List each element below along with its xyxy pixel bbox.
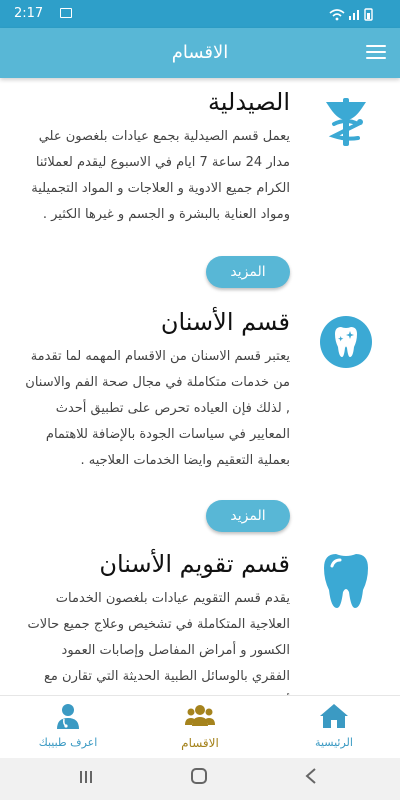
status-indicators-icon (328, 7, 374, 24)
bottom-navigation (0, 695, 400, 758)
home-icon (319, 702, 349, 730)
page-title: الاقسام (171, 42, 229, 63)
status-bar (0, 0, 400, 28)
nav-label: اعرف طبيبك (38, 736, 98, 749)
section-description: يعمل قسم الصيدلية بجمع عيادات بلغصون علي مدار 24 ساعة 7 ايام في الاسبوع ليقدم لعملائنا الكرام جميع الادوية و العلاجات و المواد التجميلية ومواد العناية بالبشرة و الجسم و غيرها الكثير . (31, 129, 290, 222)
pharmacy-icon (318, 94, 374, 154)
hamburger-menu-icon[interactable] (366, 45, 386, 61)
section-title: قسم تقويم الأسنان (99, 550, 290, 578)
group-icon (184, 702, 216, 730)
system-navigation-bar (0, 758, 400, 800)
nav-item-know-your-doctor[interactable] (18, 702, 118, 749)
doctor-icon (54, 702, 82, 730)
status-time: 2:17 (14, 6, 44, 21)
sections-list[interactable] (0, 78, 400, 695)
more-button[interactable]: المزيد (206, 256, 290, 288)
section-description: يعتبر قسم الاسنان من الاقسام المهمه لما تقدمة من خدمات متكاملة في مجال صحة الفم والاسنان , لذلك فإن العياده تحرص على تطبيق أحدث المعايير في سياسات الجودة بالإضافة للاهتمام بعملية التعقيم وايضا الخدمات العلاجيه . (25, 349, 290, 468)
home-button-icon[interactable] (190, 766, 208, 790)
image-notification-icon (60, 8, 72, 18)
more-button[interactable]: المزيد (206, 500, 290, 532)
app-bar (0, 28, 400, 78)
tooth-icon (318, 550, 374, 614)
section-title: الصيدلية (207, 88, 290, 116)
nav-label: الرئيسية (315, 736, 353, 749)
section-title: قسم الأسنان (160, 308, 290, 336)
nav-item-home[interactable] (284, 702, 384, 749)
tooth-sparkle-icon (318, 314, 374, 374)
section-description: يقدم قسم التقويم عيادات بلغصون الخدمات العلاجية المتكاملة في تشخيص وعلاج جميع حالات الكسور و أمراض المفاصل وإصابات العمود الفقري بالوسائل الطبية الحديثة التي تقارن مع (27, 591, 290, 684)
back-icon[interactable] (304, 766, 318, 790)
recent-apps-icon[interactable] (78, 766, 94, 790)
nav-item-sections[interactable] (150, 702, 250, 750)
nav-label: الاقسام (181, 736, 219, 750)
